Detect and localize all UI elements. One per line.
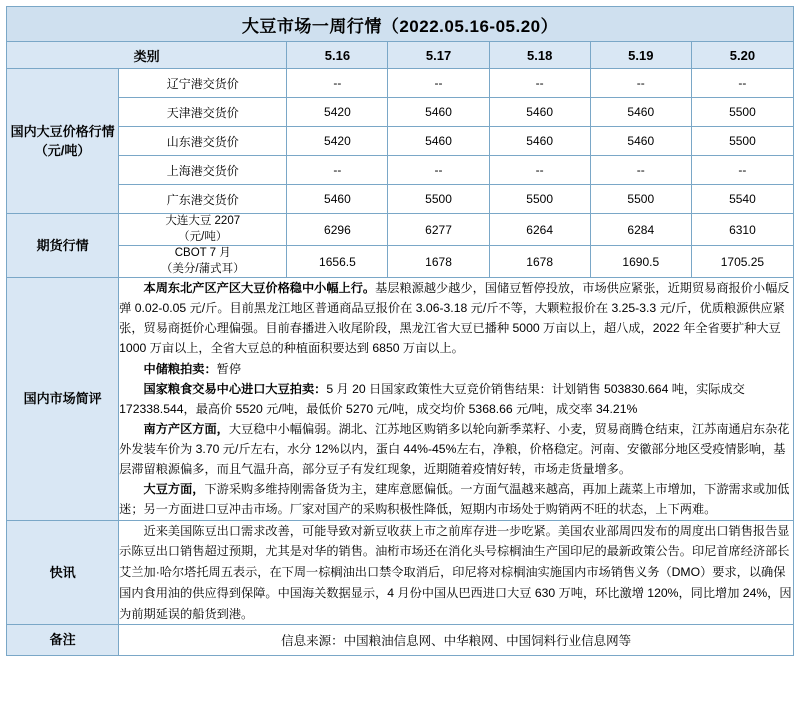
commentary-lead: 中储粮拍卖： [143, 361, 217, 376]
cell-value: 5460 [489, 127, 590, 156]
date-header-3: 5.18 [489, 42, 590, 69]
commentary-body [119, 278, 794, 521]
commentary-text: 基层粮源越少越少，国储豆暂停投放，市场供应紧张，近期贸易商报价小幅反弹 0.02-0.05 元/斤。目前黑龙江地区普通商品豆报价在 3.06-3.18 元/斤不等，大颗粒报价在 3.25-3.3 元/斤，优质粮源供应紧张，贸易商挺价心理偏强。目前春播进入收尾阶段，黑龙江省大豆已播种 5000 万亩以上，超八成，2022 年全省要扩种大豆 1000 万亩以上，全省大豆总的种植面积要达到 6850 万亩以上。 [119, 281, 790, 356]
row-label-line1: 大连大豆 2207 [165, 215, 241, 227]
commentary-lead: 国家粮食交易中心进口大豆拍卖： [143, 381, 327, 396]
commentary-text: 暂停 [216, 361, 242, 376]
cell-value: -- [388, 69, 489, 98]
source-text: 信息来源：中国粮油信息网、中华粮网、中国饲料行业信息网等 [119, 625, 794, 656]
cell-value: 6310 [691, 214, 793, 246]
cell-value: 5460 [590, 98, 691, 127]
cell-value: 5500 [489, 185, 590, 214]
row-label-guangdong: 广东港交货价 [119, 185, 287, 214]
table-row [7, 156, 794, 185]
row-label-line2: （美分/蒲式耳） [160, 262, 245, 275]
cell-value: 6296 [287, 214, 388, 246]
cell-value: 1678 [489, 246, 590, 278]
cell-value: 6277 [388, 214, 489, 246]
commentary-paragraph [119, 479, 793, 519]
commentary-lead: 南方产区方面， [143, 421, 229, 436]
commentary-row [7, 278, 794, 521]
row-label-cbot-july [119, 246, 287, 278]
table-row [7, 127, 794, 156]
table-row [7, 214, 794, 246]
row-label-dce-soybean-2207 [119, 214, 287, 246]
cell-value: 5500 [691, 98, 793, 127]
date-header-1: 5.16 [287, 42, 388, 69]
table-row [7, 185, 794, 214]
row-label-tianjin: 天津港交货价 [119, 98, 287, 127]
column-header-row [7, 42, 794, 69]
cell-value: 6264 [489, 214, 590, 246]
date-header-5: 5.20 [691, 42, 793, 69]
report-table [6, 6, 794, 656]
commentary-paragraph [119, 419, 793, 479]
cell-value: -- [388, 156, 489, 185]
news-body [119, 520, 794, 625]
commentary-text: 下游采购多维持刚需备货为主，建库意愿偏低。一方面气温越来越高，再加上蔬菜上市增加，下游需求或加低迷；另一方面进口豆冲击市场。厂家对国产的采购积极性降低，短期内市场处于购销两不旺的状态，上下两难。 [119, 482, 790, 517]
cell-value: 5540 [691, 185, 793, 214]
cell-value: 5500 [388, 185, 489, 214]
commentary-paragraph [119, 278, 793, 359]
news-row [7, 520, 794, 625]
cell-value: -- [691, 156, 793, 185]
cell-value: -- [489, 69, 590, 98]
category-header: 类别 [7, 42, 287, 69]
cell-value: 5460 [287, 185, 388, 214]
row-label-line2: （元/吨） [178, 230, 228, 243]
cell-value: 5500 [590, 185, 691, 214]
row-label-liaoning: 辽宁港交货价 [119, 69, 287, 98]
commentary-lead: 本周东北产区产区大豆价格稳中小幅上行。 [143, 281, 376, 296]
section-label-news: 快讯 [7, 520, 119, 625]
cell-value: 5420 [287, 127, 388, 156]
cell-value: 5460 [388, 98, 489, 127]
cell-value: 1705.25 [691, 246, 793, 278]
title-row [7, 7, 794, 42]
table-row [7, 69, 794, 98]
cell-value: 5460 [489, 98, 590, 127]
cell-value: -- [489, 156, 590, 185]
cell-value: -- [287, 156, 388, 185]
row-label-shandong: 山东港交货价 [119, 127, 287, 156]
commentary-text: 5 月 20 日国家政策性大豆竞价销售结果：计划销售 503830.664 吨，实际成交 172338.544，最高价 5520 元/吨，最低价 5270 元/吨，成交均价 5368.66 元/吨，成交率 34.21% [119, 381, 745, 416]
cell-value: -- [287, 69, 388, 98]
row-label-line1: CBOT 7 月 [174, 247, 231, 260]
section-label-futures: 期货行情 [7, 214, 119, 278]
cell-value: -- [590, 69, 691, 98]
table-row [7, 98, 794, 127]
table-row [7, 246, 794, 278]
page-title: 大豆市场一周行情（2022.05.16-05.20） [7, 7, 794, 42]
cell-value: 1656.5 [287, 246, 388, 278]
cell-value: 1678 [388, 246, 489, 278]
cell-value: 6284 [590, 214, 691, 246]
date-header-2: 5.17 [388, 42, 489, 69]
cell-value: 5420 [287, 98, 388, 127]
commentary-paragraph [119, 359, 793, 379]
news-paragraph: 近来美国陈豆出口需求改善，可能导致对新豆收获上市之前库存进一步吃紧。美国农业部周四发布的周度出口销售报告显示陈豆出口销售超过预期，尤其是对华的销售。油桁市场还在消化头号棕榈油生产国印尼的最新政策公告。印尼首席经济部长艾兰加·哈尔塔托周五表示，在下周一棕榈油出口禁令取消后，印尼将对棕榈油实施国内市场销售义务（DMO）要求，以确保国内食用油的供应得到保障。中国海关数据显示，4 月份中国从巴西进口大豆 630 万吨，环比激增 120%，同比增加 24%，因为前期延误的船货到港。 [119, 523, 792, 621]
cell-value: -- [691, 69, 793, 98]
section-label-footer: 备注 [7, 625, 119, 656]
cell-value: 5460 [388, 127, 489, 156]
date-header-4: 5.19 [590, 42, 691, 69]
cell-value: -- [590, 156, 691, 185]
cell-value: 5500 [691, 127, 793, 156]
commentary-text: 大豆稳中小幅偏弱。湖北、江苏地区购销多以轮向新季菜籽、小麦，贸易商腾仓结束，江苏南通启东杂花外发装车价为 3.70 元/斤左右，水分 12%以内，蛋白 44%-45%左右，净粮，价格稳定。河南、安徽部分地区受疫情影响，基层滞留粮源偏多，而且气温升高，部分豆子有发红现象，近期随着疫情好转，市场走货量增多。 [119, 421, 790, 477]
commentary-paragraph [119, 379, 793, 419]
cell-value: 1690.5 [590, 246, 691, 278]
commentary-lead: 大豆方面， [143, 482, 205, 497]
cell-value: 5460 [590, 127, 691, 156]
footer-row [7, 625, 794, 656]
row-label-shanghai: 上海港交货价 [119, 156, 287, 185]
section-label-domestic-price: 国内大豆价格行情（元/吨） [7, 69, 119, 214]
section-label-commentary: 国内市场简评 [7, 278, 119, 521]
